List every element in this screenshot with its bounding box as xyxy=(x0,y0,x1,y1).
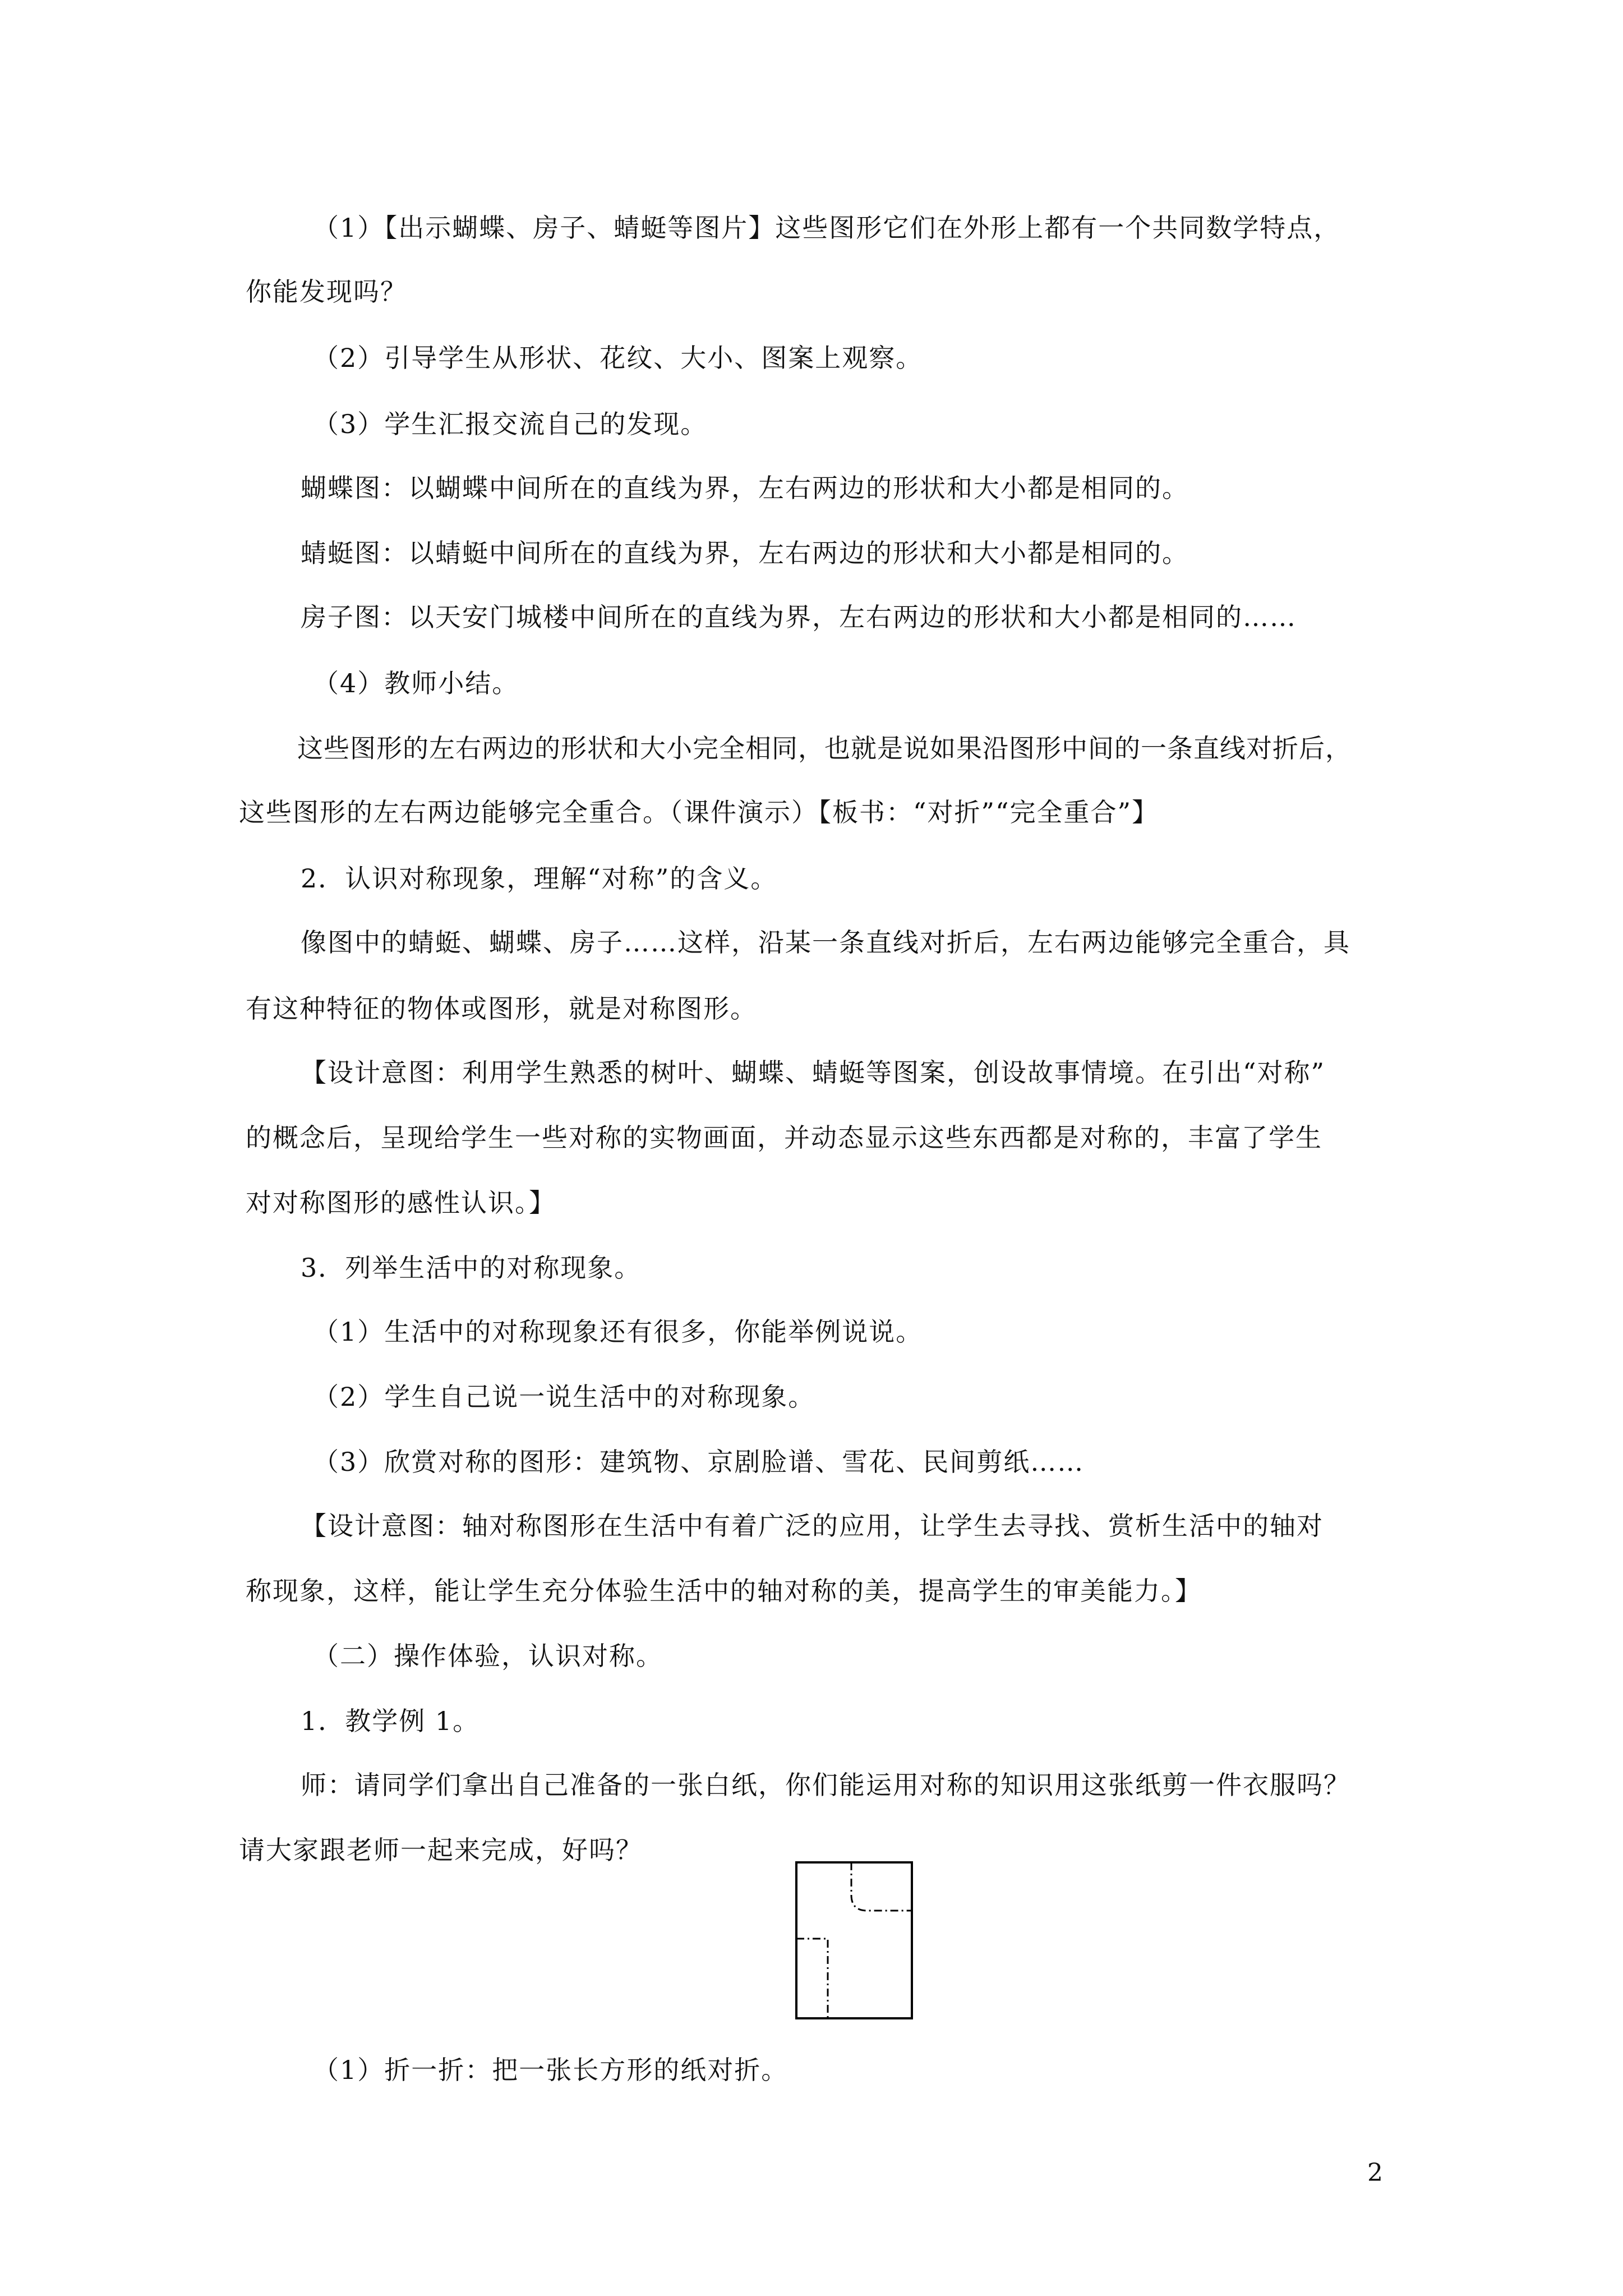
text-line: 请大家跟老师一起来完成，好吗？ xyxy=(239,1835,643,1865)
text-line: （二）操作体验，认识对称。 xyxy=(313,1641,663,1671)
text-line: （2）引导学生从形状、花纹、大小、图案上观察。 xyxy=(313,343,923,373)
text-line: 称现象，这样，能让学生充分体验生活中的轴对称的美，提高学生的审美能力。】 xyxy=(246,1576,1202,1606)
text-line: 师：请同学们拿出自己准备的一张白纸，你们能运用对称的知识用这张纸剪一件衣服吗？ xyxy=(301,1770,1350,1800)
text-line: 像图中的蜻蜓、蝴蝶、房子……这样，沿某一条直线对折后，左右两边能够完全重合，具 xyxy=(301,927,1350,958)
text-line: （3）学生汇报交流自己的发现。 xyxy=(313,409,708,439)
text-line: 这些图形的左右两边的形状和大小完全相同，也就是说如果沿图形中间的一条直线对折后， xyxy=(297,733,1352,763)
paper-outline xyxy=(796,1862,912,2018)
text-line: （3）欣赏对称的图形：建筑物、京剧脸谱、雪花、民间剪纸…… xyxy=(313,1447,1085,1477)
text-line: （1）【出示蝴蝶、房子、蜻蜓等图片】这些图形它们在外形上都有一个共同数学特点， xyxy=(313,213,1341,243)
text-line: 这些图形的左右两边能够完全重合。（课件演示）【板书：“对折”“完全重合”】 xyxy=(239,797,1159,827)
text-line: （4）教师小结。 xyxy=(313,668,519,698)
text-line: 2．认识对称现象，理解“对称”的含义。 xyxy=(301,863,778,894)
cut-line-lower xyxy=(796,1939,828,2018)
text-line: （1）折一折：把一张长方形的纸对折。 xyxy=(313,2055,789,2085)
text-line: 的概念后，呈现给学生一些对称的实物画面，并动态显示这些东西都是对称的，丰富了学生 xyxy=(246,1122,1322,1153)
text-line: 3．列举生活中的对称现象。 xyxy=(301,1253,642,1283)
page-number: 2 xyxy=(1367,2159,1383,2187)
text-line: 你能发现吗？ xyxy=(246,277,407,307)
text-line: 对对称图形的感性认识。】 xyxy=(246,1188,556,1218)
text-line: 【设计意图：轴对称图形在生活中有着广泛的应用，让学生去寻找、赏析生活中的轴对 xyxy=(301,1511,1324,1541)
text-line: （1）生活中的对称现象还有很多，你能举例说说。 xyxy=(313,1317,923,1347)
text-line: 房子图：以天安门城楼中间所在的直线为界，左右两边的形状和大小都是相同的…… xyxy=(301,602,1297,632)
text-line: 【设计意图：利用学生熟悉的树叶、蝴蝶、蜻蜓等图案，创设故事情境。在引出“对称” xyxy=(301,1057,1326,1088)
cut-line-upper xyxy=(851,1862,912,1911)
text-line: （2）学生自己说一说生活中的对称现象。 xyxy=(313,1382,815,1412)
text-line: 蝴蝶图：以蝴蝶中间所在的直线为界，左右两边的形状和大小都是相同的。 xyxy=(301,473,1189,503)
text-line: 蜻蜓图：以蜻蜓中间所在的直线为界，左右两边的形状和大小都是相同的。 xyxy=(301,538,1189,568)
text-line: 有这种特征的物体或图形，就是对称图形。 xyxy=(246,993,757,1024)
folded-paper-diagram xyxy=(795,1861,913,2019)
text-line: 1．教学例 1。 xyxy=(301,1706,480,1736)
